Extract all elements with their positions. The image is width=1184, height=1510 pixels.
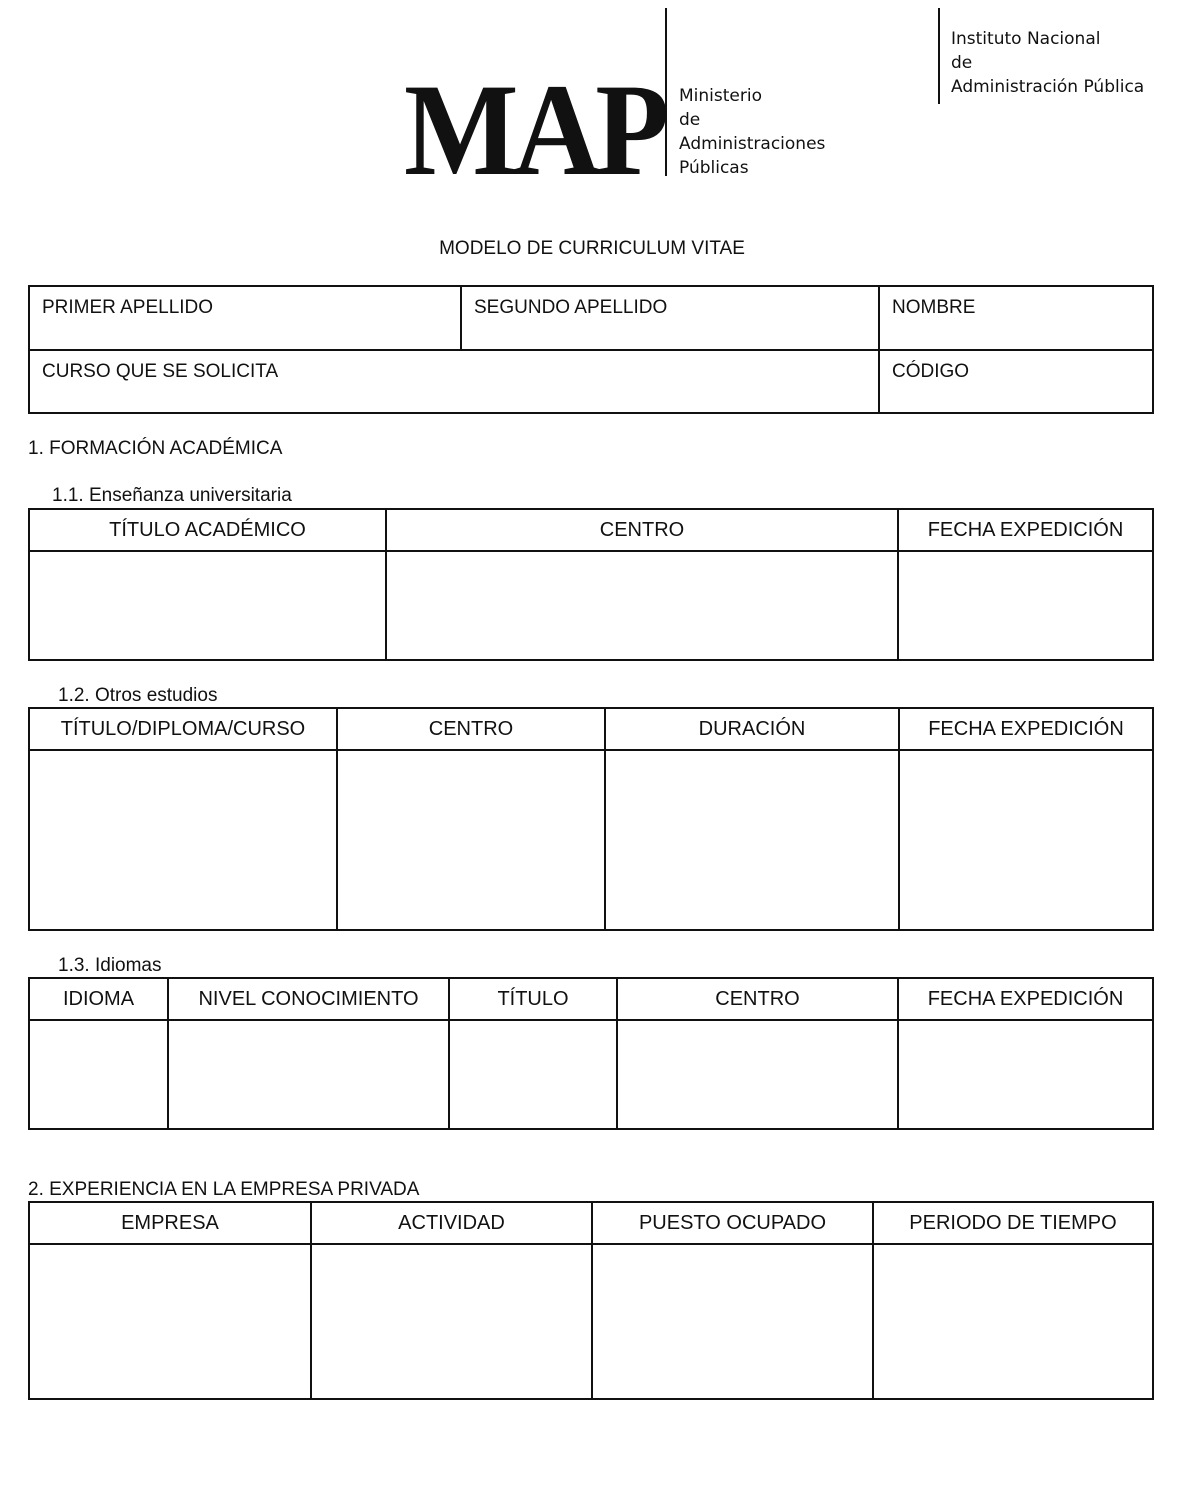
- institute-line-1: Instituto Nacional: [951, 29, 1101, 49]
- column-header: PUESTO OCUPADO: [592, 1202, 873, 1244]
- table-cell[interactable]: [29, 1244, 311, 1399]
- column-header: PERIODO DE TIEMPO: [873, 1202, 1153, 1244]
- table-cell[interactable]: [29, 750, 337, 930]
- languages-subtitle: 1.3. Idiomas: [58, 955, 162, 976]
- ministry-line-2: de: [679, 110, 701, 130]
- map-logo: MAP: [404, 56, 664, 203]
- column-header: DURACIÓN: [605, 708, 899, 750]
- table-cell[interactable]: [311, 1244, 592, 1399]
- table-cell[interactable]: [898, 551, 1153, 660]
- table-cell[interactable]: [605, 750, 899, 930]
- ministry-line-3: Administraciones: [679, 134, 826, 154]
- column-header: CENTRO: [617, 978, 898, 1020]
- document-title: MODELO DE CURRICULUM VITAE: [439, 238, 745, 259]
- table-cell[interactable]: [29, 551, 386, 660]
- name-field[interactable]: [879, 286, 1153, 350]
- university-subtitle: 1.1. Enseñanza universitaria: [52, 485, 292, 506]
- column-header: EMPRESA: [29, 1202, 311, 1244]
- table-cell[interactable]: [873, 1244, 1153, 1399]
- languages-table: [28, 977, 1154, 1130]
- institute-line-2: de: [951, 53, 973, 73]
- column-header: TÍTULO/DIPLOMA/CURSO: [29, 708, 337, 750]
- table-cell[interactable]: [617, 1020, 898, 1129]
- code-field[interactable]: [879, 350, 1153, 413]
- name-label: NOMBRE: [892, 297, 976, 318]
- code-label: CÓDIGO: [892, 361, 970, 382]
- column-header: NIVEL CONOCIMIENTO: [168, 978, 449, 1020]
- column-header: TÍTULO: [449, 978, 617, 1020]
- section-academic-title: 1. FORMACIÓN ACADÉMICA: [28, 438, 283, 459]
- first-surname-label: PRIMER APELLIDO: [42, 297, 214, 318]
- other-studies-subtitle: 1.2. Otros estudios: [58, 685, 218, 706]
- other-studies-table: [28, 707, 1154, 931]
- header-divider-right: [938, 8, 940, 104]
- column-header: CENTRO: [337, 708, 605, 750]
- institute-line-3: Administración Pública: [951, 77, 1145, 97]
- table-cell[interactable]: [899, 750, 1153, 930]
- column-header: TÍTULO ACADÉMICO: [29, 509, 386, 551]
- second-surname-label: SEGUNDO APELLIDO: [474, 297, 668, 318]
- table-cell[interactable]: [29, 1020, 168, 1129]
- identification-table: [28, 285, 1154, 414]
- table-cell[interactable]: [898, 1020, 1153, 1129]
- section-experience-title: 2. EXPERIENCIA EN LA EMPRESA PRIVADA: [28, 1179, 420, 1200]
- column-header: ACTIVIDAD: [311, 1202, 592, 1244]
- column-header: FECHA EXPEDICIÓN: [898, 978, 1153, 1020]
- ministry-line-1: Ministerio: [679, 86, 762, 106]
- column-header: CENTRO: [386, 509, 898, 551]
- course-requested-label: CURSO QUE SE SOLICITA: [42, 361, 279, 382]
- table-cell[interactable]: [337, 750, 605, 930]
- header-divider-left: [665, 8, 667, 176]
- table-cell[interactable]: [449, 1020, 617, 1129]
- ministry-line-4: Públicas: [679, 158, 749, 178]
- course-requested-field[interactable]: [29, 350, 879, 413]
- second-surname-field[interactable]: [461, 286, 879, 350]
- experience-table: [28, 1201, 1154, 1400]
- column-header: IDIOMA: [29, 978, 168, 1020]
- table-cell[interactable]: [386, 551, 898, 660]
- column-header: FECHA EXPEDICIÓN: [898, 509, 1153, 551]
- table-cell[interactable]: [592, 1244, 873, 1399]
- first-surname-field[interactable]: [29, 286, 461, 350]
- table-cell[interactable]: [168, 1020, 449, 1129]
- column-header: FECHA EXPEDICIÓN: [899, 708, 1153, 750]
- university-table: [28, 508, 1154, 661]
